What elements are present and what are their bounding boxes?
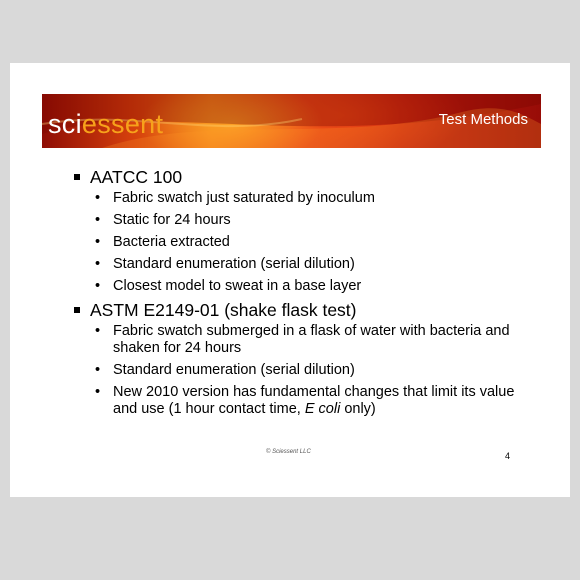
page-number: 4	[505, 451, 511, 461]
list-item	[76, 323, 536, 357]
list-item-text: Bacteria extracted	[113, 234, 230, 250]
section-heading	[76, 300, 536, 321]
list-item	[76, 362, 536, 379]
list-item	[76, 384, 536, 418]
slide-title: Test Methods	[438, 111, 528, 128]
list-item	[76, 234, 536, 251]
bullet-dot-icon: •	[95, 323, 101, 339]
section-heading-text: ASTM E2149-01 (shake flask test)	[90, 300, 357, 320]
square-bullet-icon	[74, 307, 80, 313]
list-item	[76, 278, 536, 295]
copyright-footer: © Sciessent LLC	[266, 449, 311, 455]
section-heading	[76, 167, 536, 188]
bullet-dot-icon: •	[95, 234, 101, 250]
organism-name: E coli	[304, 401, 341, 417]
list-item-text	[113, 384, 514, 417]
logo-text-essent: essent	[81, 109, 164, 139]
bullet-dot-icon: •	[95, 278, 101, 294]
square-bullet-icon	[74, 174, 80, 180]
section-aatcc	[76, 167, 536, 295]
list-item	[76, 256, 536, 273]
bullet-dot-icon: •	[95, 212, 101, 228]
section-astm	[76, 300, 536, 418]
list-item	[76, 190, 536, 207]
list-item-text: Standard enumeration (serial dilution)	[113, 362, 355, 378]
list-item	[76, 212, 536, 229]
sciessent-logo	[48, 111, 163, 138]
section-heading-text: AATCC 100	[90, 167, 183, 187]
list-item-text-prefix: New 2010 version has fundamental changes that limit its value and use (1 hour contact time,	[113, 384, 515, 417]
header-banner	[42, 94, 541, 148]
bullet-content	[76, 167, 536, 423]
bullet-dot-icon: •	[95, 384, 101, 400]
bullet-dot-icon: •	[95, 256, 101, 272]
bullet-dot-icon: •	[95, 362, 101, 378]
list-item-text: Standard enumeration (serial dilution)	[113, 256, 355, 272]
list-item-text: Closest model to sweat in a base layer	[113, 278, 362, 294]
list-item-text: Fabric swatch submerged in a flask of water with bacteria and shaken for 24 hours	[113, 323, 510, 356]
logo-text-sci: sci	[48, 109, 82, 139]
list-item-text-suffix: only)	[340, 401, 376, 417]
list-item-text: Static for 24 hours	[113, 212, 231, 228]
slide	[10, 63, 570, 497]
list-item-text: Fabric swatch just saturated by inoculum	[113, 190, 375, 206]
bullet-dot-icon: •	[95, 190, 101, 206]
